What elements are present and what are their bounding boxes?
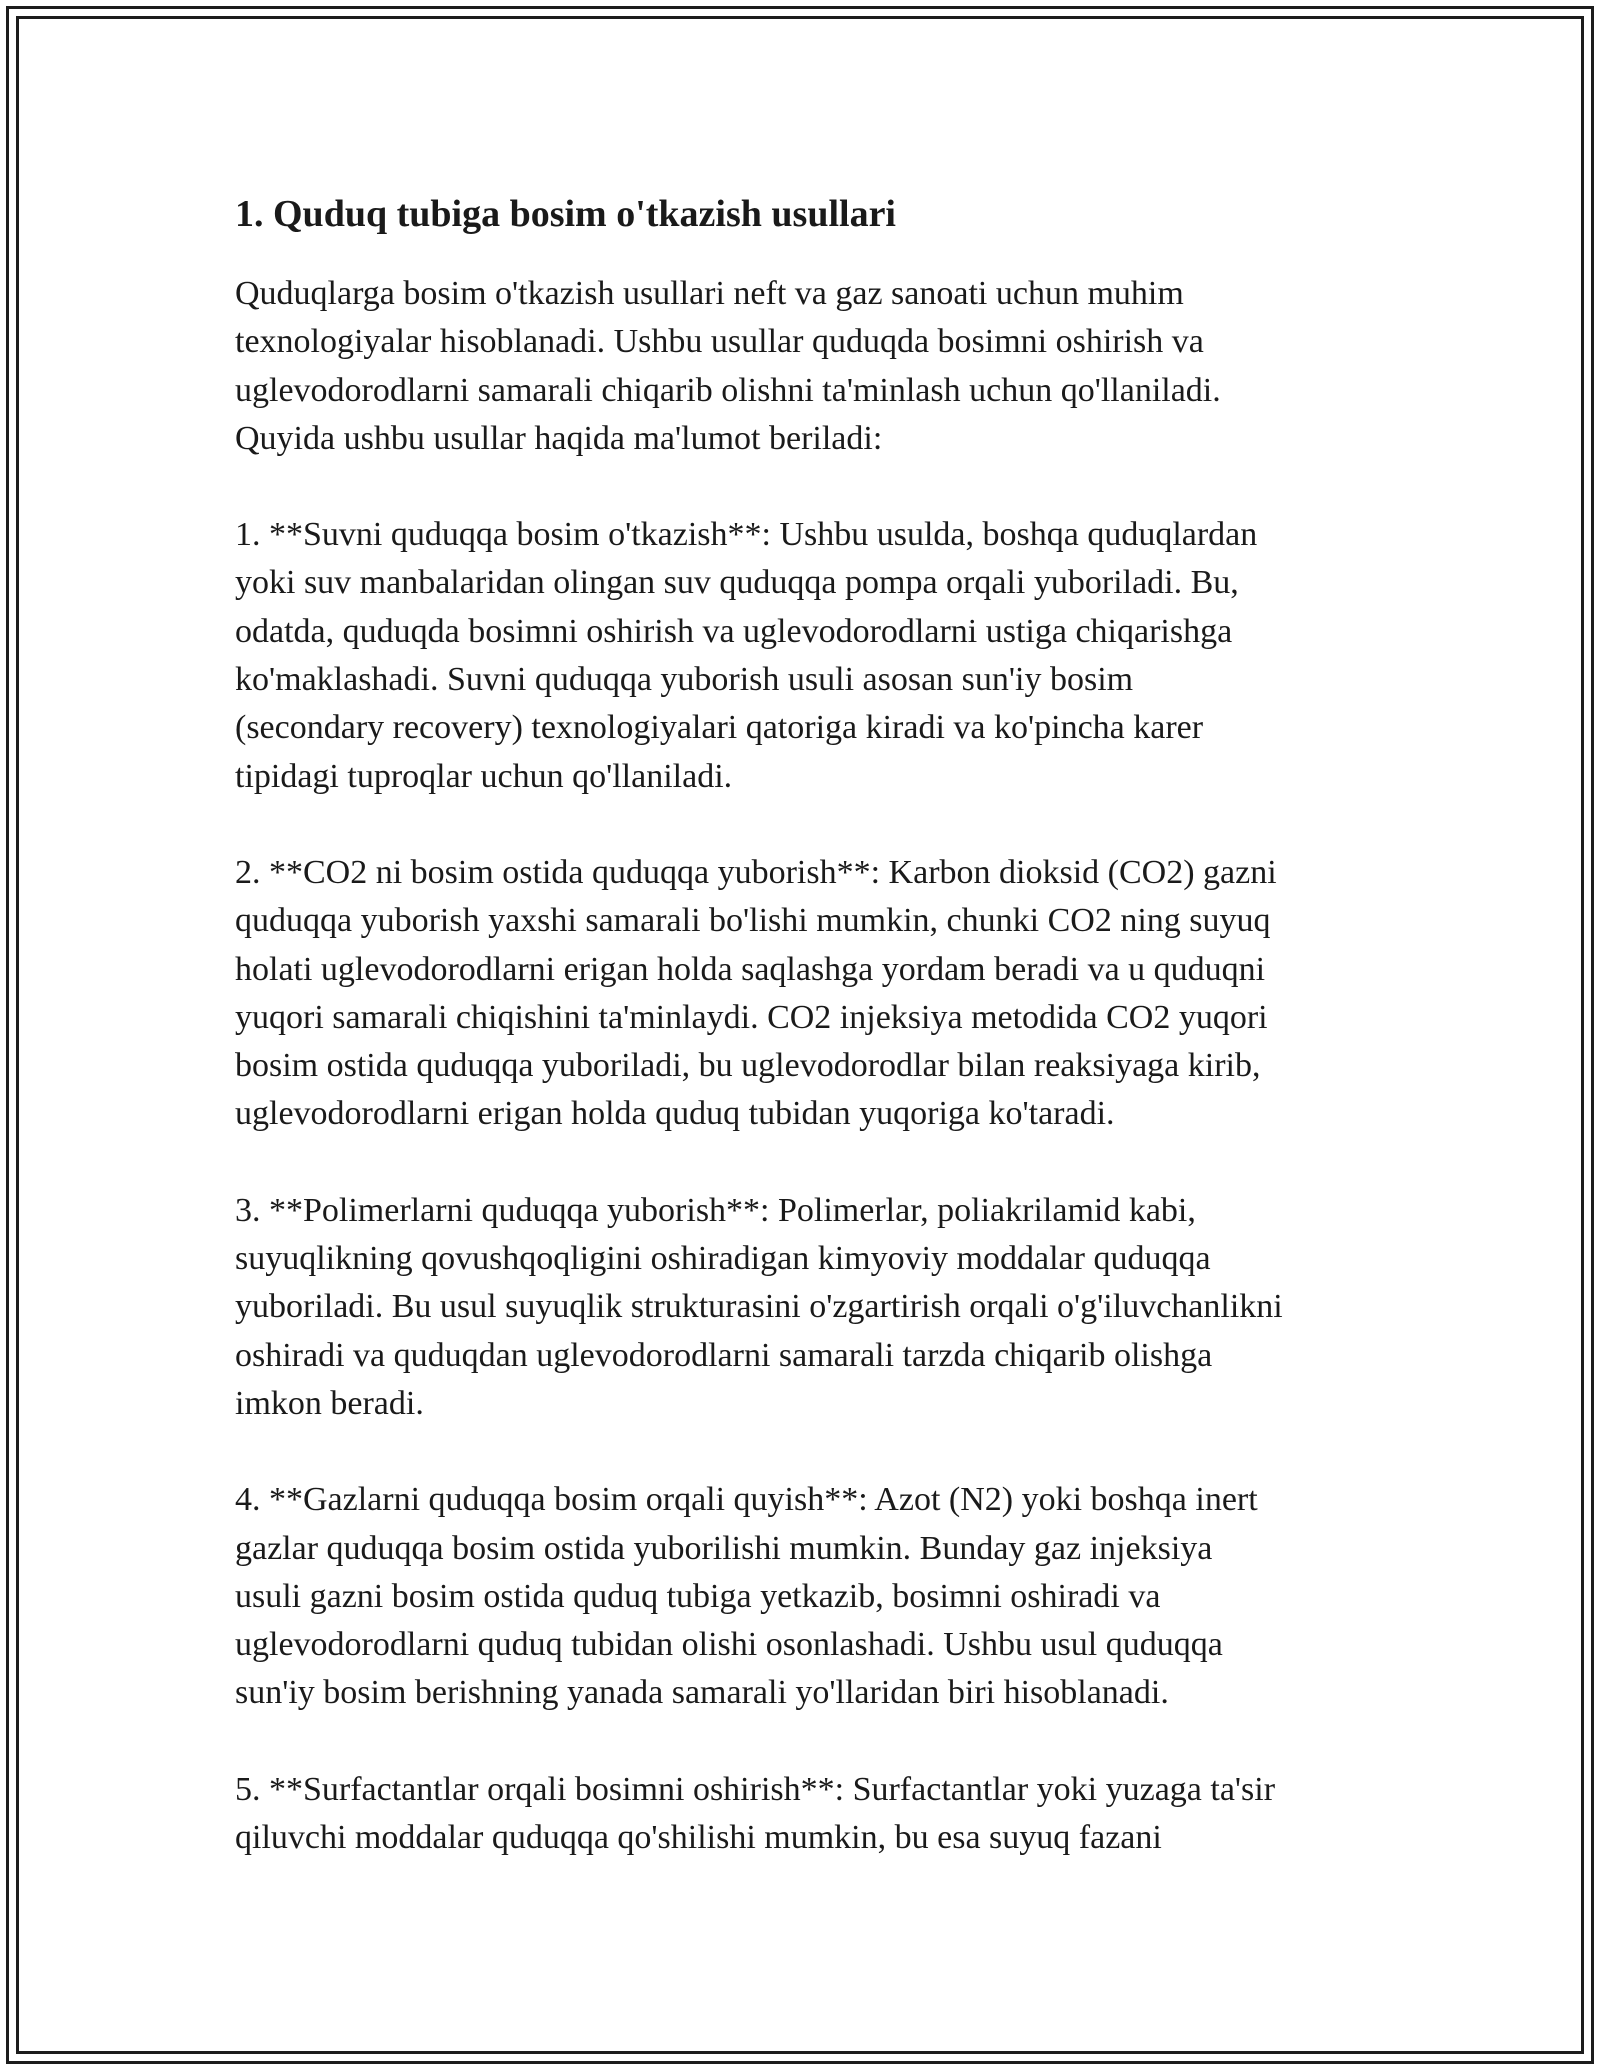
- method-paragraph-1: [235, 511, 1385, 801]
- text-line: ko'maklashadi. Suvni quduqqa yuborish usuli asosan sun'iy bosim: [235, 661, 1134, 699]
- text-line: Quduqlarga bosim o'tkazish usullari neft va gaz sanoati uchun muhim: [235, 275, 1184, 312]
- text-line: uglevodorodlarni erigan holda quduq tubidan yuqoriga ko'taradi.: [235, 1095, 1115, 1133]
- method-paragraph-3: [235, 1187, 1385, 1428]
- text-line: uglevodorodlarni samarali chiqarib olishni ta'minlash uchun qo'llaniladi.: [235, 371, 1221, 409]
- text-line: tipidagi tuproqlar uchun qo'llaniladi.: [235, 757, 733, 795]
- text-line: qiluvchi moddalar quduqqa qo'shilishi mumkin, bu esa suyuq fazani: [235, 1819, 1162, 1857]
- text-line: 5. **Surfactantlar orqali bosimni oshirish**: Surfactantlar yoki yuzaga ta'sir: [235, 1770, 1276, 1808]
- section-heading: 1. Quduq tubiga bosim o'tkazish usullari: [235, 193, 896, 235]
- text-line: sun'iy bosim berishning yanada samarali yo'llaridan biri hisoblanadi.: [235, 1674, 1169, 1712]
- method-paragraph-5: [235, 1766, 1385, 1863]
- intro-paragraph: [235, 270, 1385, 463]
- text-line: 1. **Suvni quduqqa bosim o'tkazish**: Ushbu usulda, boshqa quduqlardan: [235, 516, 1258, 554]
- text-line: (secondary recovery) texnologiyalari qatoriga kiradi va ko'pincha karer: [235, 709, 1204, 747]
- method-paragraph-4: [235, 1476, 1385, 1717]
- text-line: quduqqa yuborish yaxshi samarali bo'lishi mumkin, chunki CO2 ning suyuq: [235, 902, 1271, 940]
- text-line: yuboriladi. Bu usul suyuqlik strukturasini o'zgartirish orqali o'g'iluvchanlikni: [235, 1288, 1283, 1326]
- text-line: texnologiyalar hisoblanadi. Ushbu usullar quduqda bosimni oshirish va: [235, 323, 1204, 361]
- text-line: uglevodorodlarni quduq tubidan olishi osonlashadi. Ushbu usul quduqqa: [235, 1626, 1223, 1664]
- method-paragraph-2: [235, 849, 1385, 1139]
- text-line: 4. **Gazlarni quduqqa bosim orqali quyish**: Azot (N2) yoki boshqa inert: [235, 1481, 1258, 1519]
- text-line: bosim ostida quduqqa yuboriladi, bu uglevodorodlar bilan reaksiyaga kirib,: [235, 1047, 1261, 1085]
- document-body: [235, 186, 1385, 1910]
- text-line: yuqori samarali chiqishini ta'minlaydi. CO2 injeksiya metodida CO2 yuqori: [235, 998, 1268, 1036]
- text-line: holati uglevodorodlarni erigan holda saqlashga yordam beradi va u quduqni: [235, 950, 1266, 988]
- text-line: suyuqlikning qovushqoqligini oshiradigan kimyoviy moddalar quduqqa: [235, 1240, 1211, 1278]
- text-line: usuli gazni bosim ostida quduq tubiga yetkazib, bosimni oshiradi va: [235, 1577, 1161, 1615]
- text-line: oshiradi va quduqdan uglevodorodlarni samarali tarzda chiqarib olishga: [235, 1336, 1213, 1374]
- text-line: yoki suv manbalaridan olingan suv quduqqa pompa orqali yuboriladi. Bu,: [235, 564, 1239, 602]
- text-line: imkon beradi.: [235, 1384, 424, 1422]
- text-line: odatda, quduqda bosimni oshirish va uglevodorodlarni ustiga chiqarishga: [235, 612, 1233, 650]
- text-line: 3. **Polimerlarni quduqqa yuborish**: Polimerlar, poliakrilamid kabi,: [235, 1191, 1196, 1229]
- text-line: gazlar quduqqa bosim ostida yuborilishi mumkin. Bunday gaz injeksiya: [235, 1529, 1213, 1567]
- text-line: Quyida ushbu usullar haqida ma'lumot beriladi:: [235, 419, 883, 457]
- text-line: 2. **CO2 ni bosim ostida quduqqa yuborish**: Karbon dioksid (CO2) gazni: [235, 853, 1277, 891]
